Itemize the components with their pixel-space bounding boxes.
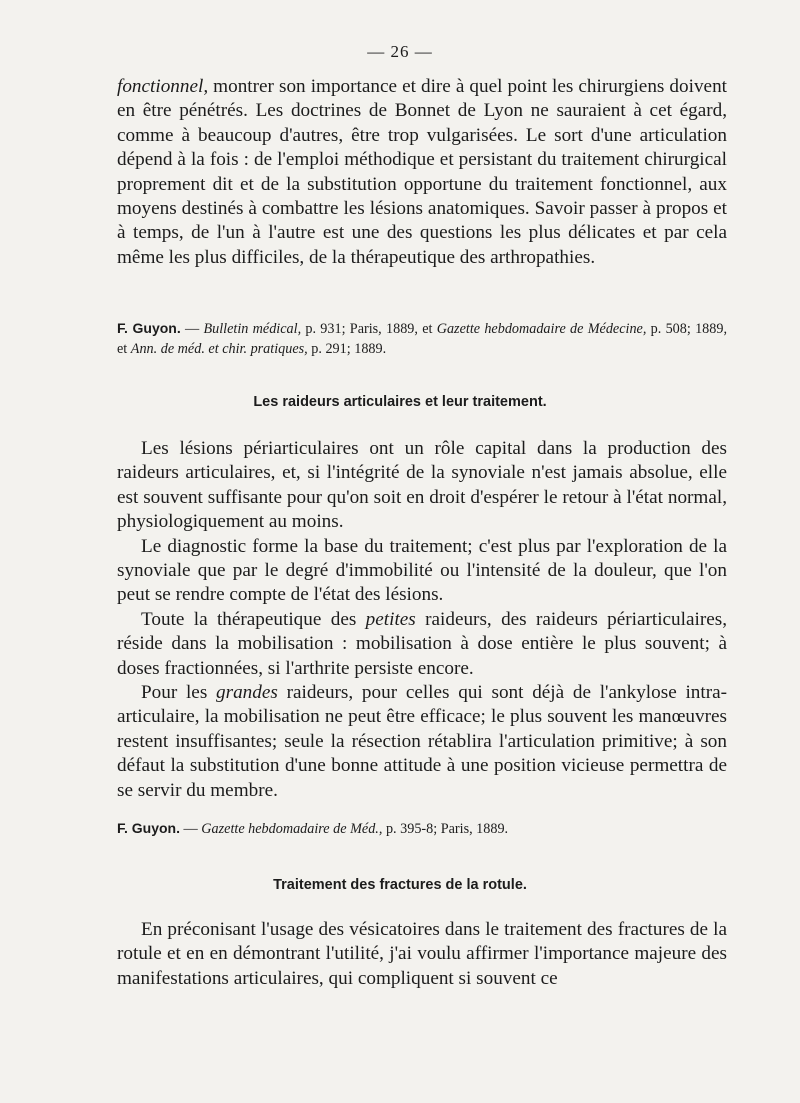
- reference-journal: Gazette hebdomadaire de Méd.,: [201, 821, 383, 837]
- page-number: — 26 —: [367, 42, 433, 61]
- reference-text: p. 395-8; Paris, 1889.: [382, 821, 509, 837]
- reference-journal: Ann. de méd. et chir. pratiques,: [130, 341, 308, 357]
- paragraph: En préconisant l'usage des vésicatoires dans le traitement des fractures de la rotule et en en démontrant l'utilité, j'ai voulu affirmer l'importance majeure des manifestations articulaires, qui compliquent si souvent ce: [117, 919, 727, 989]
- paragraph: [117, 608, 727, 681]
- reference-author: F. Guyon.: [117, 320, 181, 336]
- reference-2: [117, 818, 727, 839]
- intro-paragraph: [117, 75, 727, 270]
- section-2-body: [117, 437, 727, 803]
- section-heading: Traitement des fractures de la rotule.: [273, 877, 527, 893]
- reference-1: [117, 318, 727, 359]
- reference-text: p. 508; 1889, et: [117, 321, 727, 357]
- paragraph-text: raideurs, des raideurs périarticulaires, réside dans la mobilisation : mobilisation à dose entière le plus souvent; à doses fractionnées, si l'arthrite persiste encore.: [117, 608, 727, 679]
- italic-word: grandes: [216, 682, 278, 704]
- paragraph-text: Toute la thérapeutique des: [141, 608, 366, 630]
- paragraph: Le diagnostic forme la base du traitement; c'est plus par l'exploration de la synoviale que par le degré d'immobilité ou l'intensité de la douleur, que l'on peut se rendre compte de l'état des lésions.: [117, 535, 727, 606]
- reference-dash: —: [180, 321, 204, 337]
- paragraph-text: Pour les: [141, 682, 217, 704]
- paragraph: [117, 681, 727, 803]
- reference-author: F. Guyon.: [117, 820, 180, 836]
- paragraph-text: raideurs, pour celles qui sont déjà de l'ankylose intra-articulaire, la mobilisation ne peut être efficace; le plus souvent les manœuvres restent insuffisantes; seule la résection rétablira l'articulation primitive; à son défaut la substitution d'une bonne attitude à une position vicieuse permettra de se servir du membre.: [117, 682, 728, 801]
- reference-journal: Bulletin médical,: [203, 321, 302, 337]
- reference-dash: —: [180, 821, 202, 837]
- section-3-body: [117, 918, 727, 991]
- paragraph: Les lésions périarticulaires ont un rôle capital dans la production des raideurs articulaires, et, si l'intégrité de la synoviale n'est jamais absolue, elle est souvent suffisante pour qu'on soit en droit d'espérer le retour à l'état normal, physiologiquement au moins.: [117, 438, 727, 533]
- reference-text: p. 931; Paris, 1889, et: [301, 321, 437, 337]
- section-heading: Les raideurs articulaires et leur traitement.: [253, 394, 547, 410]
- reference-text: p. 291; 1889.: [307, 341, 387, 357]
- intro-text: montrer son importance et dire à quel point les chirurgiens doivent en être pénétrés. Les doctrines de Bonnet de Lyon ne sauraient à cet égard, comme à beaucoup d'autres, être trop vulgarisées. Le sort d'une articulation dépend à la fois : de l'emploi méthodique et persistant du traitement chirurgical proprement dit et de la substitution opportune du traitement fonctionnel, aux moyens destinés à combattre les lésions anatomiques. Savoir passer à propos et à temps, de l'un à l'autre est une des questions les plus délicates et par cela même les plus difficiles, de la thérapeutique des arthropathies.: [117, 76, 727, 268]
- italic-word: petites: [365, 608, 416, 630]
- lead-italic-word: fonctionnel,: [117, 76, 209, 97]
- reference-journal: Gazette hebdomadaire de Médecine,: [436, 321, 647, 337]
